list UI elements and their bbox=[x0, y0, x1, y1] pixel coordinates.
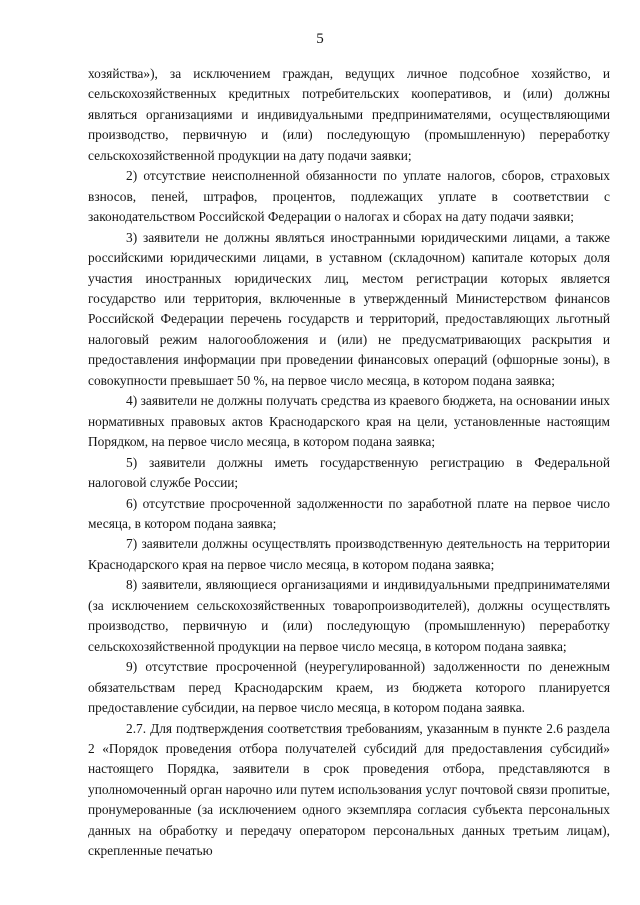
paragraph-item-9: 9) отсутствие просроченной (неурегулированной) задолженности по денежным обязательствам перед Краснодарским краем, из бюджета которого планируется предоставление субсидии, на первое число месяца, в котором подана заявка. bbox=[88, 659, 610, 716]
paragraph-item-3: 3) заявители не должны являться иностранными юридическими лицами, а также российскими юридическими лицами, в уставном (складочном) капитале которых доля участия иностранных юридических лиц, местом регистрации которых является государство или территория, включенные в утвержденный Министерством финансов Российской Федерации перечень государств и территорий, предоставляющих льготный налоговый режим налогообложения и (или) не предусматривающих раскрытия и предоставления информации при проведении финансовых операций (офшорные зоны), в совокупности превышает 50 %, на первое число месяца, в котором подана заявка; bbox=[88, 229, 610, 388]
paragraph-item-8: 8) заявители, являющиеся организациями и индивидуальными предпринимателями (за исключением сельскохозяйственных товаропроизводителей), должны осуществлять производство, первичную и (или) последующую (промышленную) переработку сельскохозяйственной продукции на первое число месяца, в котором подана заявка; bbox=[88, 577, 610, 654]
paragraph-continuation: хозяйства»), за исключением граждан, ведущих личное подсобное хозяйство, и сельскохозяйственных кредитных потребительских кооперативов, и (или) должны являться организациями и индивидуальными предпринимателями, осуществляющими производство, первичную и (или) последующую (промышленную) переработку сельскохозяйственной продукции на дату подачи заявки; bbox=[88, 66, 610, 163]
paragraph-item-6: 6) отсутствие просроченной задолженности по заработной плате на первое число месяца, в котором подана заявка; bbox=[88, 495, 610, 531]
document-body bbox=[88, 64, 610, 862]
paragraph-item-7: 7) заявители должны осуществлять производственную деятельность на территории Краснодарского края на первое число месяца, в котором подана заявка; bbox=[88, 536, 610, 572]
paragraph-section-2-7: 2.7. Для подтверждения соответствия требованиям, указанным в пункте 2.6 раздела 2 «Порядок проведения отбора получателей субсидий для предоставления субсидий» настоящего Порядка, заявители в срок проведения отбора, представляются в уполномоченный орган нарочно или путем использования услуг почтовой связи пропитые, пронумерованные (за исключением одного экземпляра согласия субъекта персональных данных на обработку и передачу оператором персональных данных третьим лицам), скрепленные печатью bbox=[88, 720, 610, 859]
paragraph-item-4: 4) заявители не должны получать средства из краевого бюджета, на основании иных нормативных правовых актов Краснодарского края на цели, установленные настоящим Порядком, на первое число месяца, в котором подана заявка; bbox=[88, 393, 610, 450]
paragraph-item-2: 2) отсутствие неисполненной обязанности по уплате налогов, сборов, страховых взносов, пеней, штрафов, процентов, подлежащих уплате в соответствии с законодательством Российской Федерации о налогах и сборах на дату подачи заявки; bbox=[88, 168, 610, 225]
paragraph-item-5: 5) заявители должны иметь государственную регистрацию в Федеральной налоговой службе России; bbox=[88, 454, 610, 491]
page-number: 5 bbox=[316, 31, 324, 47]
